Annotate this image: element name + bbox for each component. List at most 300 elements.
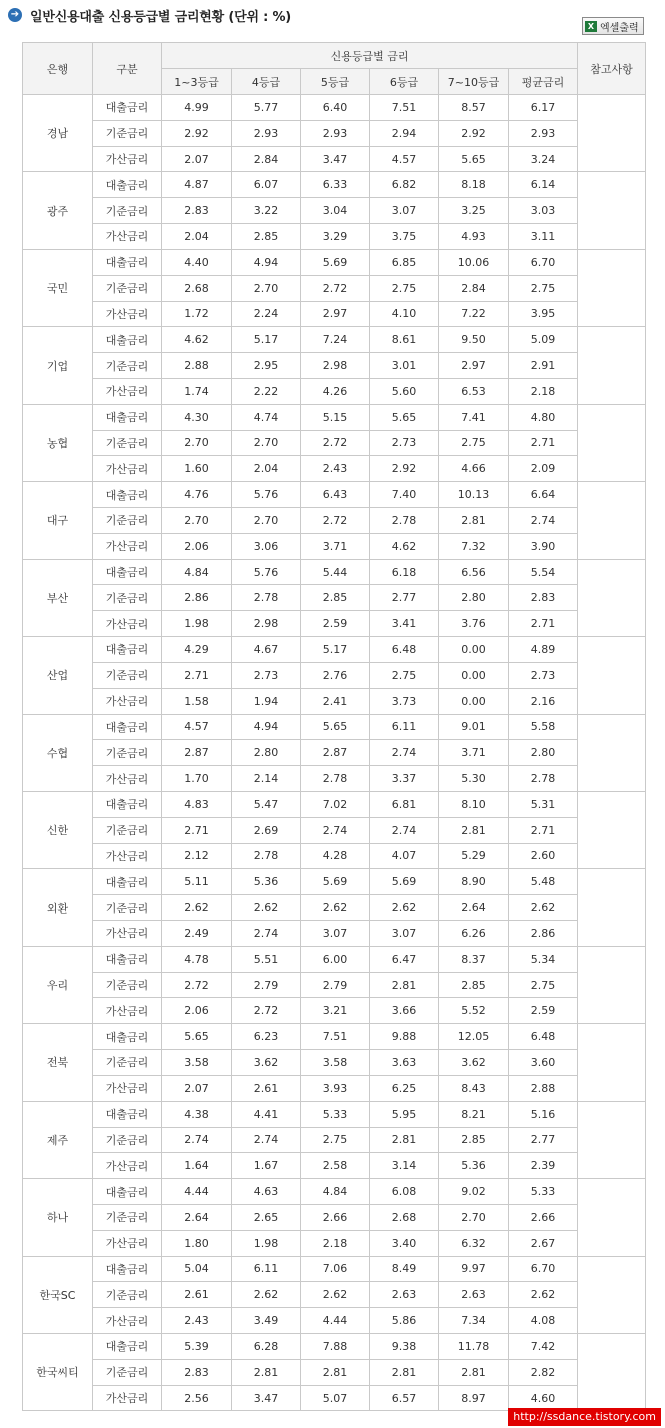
rate-cell: 6.26 (439, 921, 509, 947)
rate-cell: 8.43 (439, 1075, 509, 1101)
rate-cell: 4.38 (162, 1101, 232, 1127)
rate-cell: 6.56 (439, 559, 509, 585)
table-row (23, 301, 646, 327)
rate-cell: 4.87 (162, 172, 232, 198)
rate-cell: 2.12 (162, 843, 232, 869)
rate-cell: 2.91 (509, 353, 578, 379)
rate-cell: 6.32 (439, 1230, 509, 1256)
bank-name: 제주 (23, 1101, 93, 1178)
rate-type-label: 대출금리 (93, 946, 162, 972)
table-row (23, 869, 646, 895)
rate-cell: 2.72 (162, 972, 232, 998)
rate-cell: 2.80 (509, 740, 578, 766)
rate-cell: 2.85 (439, 1127, 509, 1153)
rate-cell: 2.74 (301, 817, 370, 843)
rate-type-label: 대출금리 (93, 714, 162, 740)
rate-cell: 4.74 (232, 404, 301, 430)
note-cell (578, 637, 646, 714)
rate-type-label: 기준금리 (93, 120, 162, 146)
rate-cell: 2.06 (162, 533, 232, 559)
rate-cell: 2.79 (232, 972, 301, 998)
header-grade-5: 5등급 (301, 69, 370, 95)
rate-cell: 3.06 (232, 533, 301, 559)
rate-cell: 5.48 (509, 869, 578, 895)
rate-cell: 3.75 (370, 224, 439, 250)
rate-cell: 3.07 (370, 921, 439, 947)
rate-cell: 2.07 (162, 146, 232, 172)
rate-cell: 2.18 (509, 378, 578, 404)
table-row (23, 378, 646, 404)
table-row (23, 1334, 646, 1360)
rate-cell: 4.26 (301, 378, 370, 404)
table-row (23, 1308, 646, 1334)
note-cell (578, 869, 646, 946)
rate-cell: 3.62 (232, 1050, 301, 1076)
rate-cell: 3.90 (509, 533, 578, 559)
note-cell (578, 559, 646, 636)
header-bank: 은행 (23, 43, 93, 95)
bank-name: 대구 (23, 482, 93, 559)
rate-cell: 7.32 (439, 533, 509, 559)
rate-cell: 9.01 (439, 714, 509, 740)
rate-cell: 3.71 (439, 740, 509, 766)
rate-cell: 2.58 (301, 1153, 370, 1179)
bank-name: 한국SC (23, 1256, 93, 1333)
rate-cell: 4.40 (162, 249, 232, 275)
rate-cell: 5.30 (439, 766, 509, 792)
rate-cell: 2.75 (509, 972, 578, 998)
rate-cell: 3.01 (370, 353, 439, 379)
rate-type-label: 대출금리 (93, 637, 162, 663)
rate-cell: 2.69 (232, 817, 301, 843)
rate-cell: 2.62 (162, 895, 232, 921)
rate-cell: 2.70 (162, 430, 232, 456)
rate-cell: 2.93 (301, 120, 370, 146)
rate-cell: 2.71 (162, 817, 232, 843)
rate-cell: 1.94 (232, 688, 301, 714)
rate-cell: 3.93 (301, 1075, 370, 1101)
rate-type-label: 기준금리 (93, 275, 162, 301)
rate-cell: 2.72 (301, 508, 370, 534)
rate-cell: 2.93 (509, 120, 578, 146)
table-row (23, 275, 646, 301)
rate-cell: 2.65 (232, 1204, 301, 1230)
rate-cell: 6.85 (370, 249, 439, 275)
rate-cell: 3.60 (509, 1050, 578, 1076)
bank-name: 국민 (23, 249, 93, 326)
bank-name: 수협 (23, 714, 93, 791)
rate-type-label: 가산금리 (93, 1385, 162, 1411)
rate-cell: 2.81 (370, 972, 439, 998)
rate-cell: 6.08 (370, 1179, 439, 1205)
rate-cell: 3.22 (232, 198, 301, 224)
table-row (23, 1050, 646, 1076)
rate-cell: 2.59 (301, 611, 370, 637)
rate-cell: 1.72 (162, 301, 232, 327)
rate-cell: 2.16 (509, 688, 578, 714)
rate-type-label: 가산금리 (93, 456, 162, 482)
rate-type-label: 기준금리 (93, 1204, 162, 1230)
rate-cell: 6.53 (439, 378, 509, 404)
bank-name: 한국씨티 (23, 1334, 93, 1411)
rate-cell: 4.83 (162, 791, 232, 817)
bank-name: 외환 (23, 869, 93, 946)
rate-cell: 2.88 (162, 353, 232, 379)
rate-cell: 3.11 (509, 224, 578, 250)
rate-cell: 5.29 (439, 843, 509, 869)
rate-cell: 5.33 (509, 1179, 578, 1205)
bank-name: 신한 (23, 791, 93, 868)
rate-cell: 2.81 (439, 508, 509, 534)
rate-cell: 2.78 (509, 766, 578, 792)
rate-cell: 5.95 (370, 1101, 439, 1127)
rate-cell: 2.75 (439, 430, 509, 456)
rate-cell: 2.70 (232, 275, 301, 301)
rate-type-label: 기준금리 (93, 430, 162, 456)
rate-type-label: 가산금리 (93, 378, 162, 404)
rate-cell: 5.04 (162, 1256, 232, 1282)
rate-cell: 5.15 (301, 404, 370, 430)
rate-cell: 3.66 (370, 998, 439, 1024)
bank-name: 우리 (23, 946, 93, 1023)
rate-cell: 2.80 (232, 740, 301, 766)
rate-cell: 2.63 (370, 1282, 439, 1308)
rate-cell: 8.18 (439, 172, 509, 198)
rate-cell: 3.04 (301, 198, 370, 224)
rate-cell: 8.49 (370, 1256, 439, 1282)
rate-cell: 2.72 (301, 430, 370, 456)
rate-cell: 2.77 (509, 1127, 578, 1153)
table-row (23, 714, 646, 740)
rate-cell: 3.41 (370, 611, 439, 637)
rate-type-label: 대출금리 (93, 327, 162, 353)
rate-cell: 2.60 (509, 843, 578, 869)
rate-type-label: 가산금리 (93, 1230, 162, 1256)
rate-cell: 2.18 (301, 1230, 370, 1256)
rate-cell: 5.17 (232, 327, 301, 353)
rate-cell: 5.60 (370, 378, 439, 404)
arrow-circle-icon: ➔ (8, 8, 22, 22)
rate-cell: 1.70 (162, 766, 232, 792)
rate-cell: 3.37 (370, 766, 439, 792)
rate-type-label: 대출금리 (93, 1101, 162, 1127)
rate-cell: 2.74 (232, 1127, 301, 1153)
rate-cell: 6.81 (370, 791, 439, 817)
rate-cell: 2.86 (509, 921, 578, 947)
rate-cell: 2.77 (370, 585, 439, 611)
rate-cell: 3.73 (370, 688, 439, 714)
rate-cell: 2.24 (232, 301, 301, 327)
table-row (23, 1204, 646, 1230)
table-row (23, 740, 646, 766)
rate-cell: 4.62 (162, 327, 232, 353)
rate-cell: 2.41 (301, 688, 370, 714)
rate-cell: 7.51 (370, 95, 439, 121)
rate-type-label: 대출금리 (93, 249, 162, 275)
table-row (23, 327, 646, 353)
rate-cell: 2.63 (439, 1282, 509, 1308)
rate-cell: 2.64 (439, 895, 509, 921)
rate-cell: 8.37 (439, 946, 509, 972)
rate-cell: 2.71 (509, 817, 578, 843)
note-cell (578, 1256, 646, 1333)
rate-cell: 2.85 (232, 224, 301, 250)
rate-cell: 5.34 (509, 946, 578, 972)
rate-cell: 2.04 (162, 224, 232, 250)
rate-cell: 4.29 (162, 637, 232, 663)
rate-table (22, 42, 646, 1411)
rate-cell: 5.65 (301, 714, 370, 740)
rate-cell: 2.06 (162, 998, 232, 1024)
bank-name: 광주 (23, 172, 93, 249)
rate-cell: 5.52 (439, 998, 509, 1024)
rate-cell: 7.06 (301, 1256, 370, 1282)
rate-cell: 7.88 (301, 1334, 370, 1360)
rate-cell: 5.65 (162, 1024, 232, 1050)
rate-type-label: 대출금리 (93, 559, 162, 585)
rate-cell: 6.43 (301, 482, 370, 508)
rate-cell: 3.47 (301, 146, 370, 172)
table-row (23, 1230, 646, 1256)
rate-cell: 1.60 (162, 456, 232, 482)
table-row (23, 404, 646, 430)
header-grade-7-10: 7~10등급 (439, 69, 509, 95)
rate-type-label: 기준금리 (93, 895, 162, 921)
rate-cell: 8.97 (439, 1385, 509, 1411)
rate-cell: 5.47 (232, 791, 301, 817)
rate-cell: 6.70 (509, 1256, 578, 1282)
rate-cell: 0.00 (439, 688, 509, 714)
rate-cell: 7.51 (301, 1024, 370, 1050)
rate-cell: 2.81 (301, 1359, 370, 1385)
bank-name: 농협 (23, 404, 93, 481)
table-row (23, 249, 646, 275)
table-row (23, 637, 646, 663)
rate-cell: 10.13 (439, 482, 509, 508)
rate-cell: 4.28 (301, 843, 370, 869)
rate-cell: 2.66 (301, 1204, 370, 1230)
rate-cell: 9.88 (370, 1024, 439, 1050)
rate-type-label: 대출금리 (93, 404, 162, 430)
rate-cell: 2.74 (370, 740, 439, 766)
rate-cell: 5.76 (232, 482, 301, 508)
rate-cell: 7.02 (301, 791, 370, 817)
rate-cell: 2.56 (162, 1385, 232, 1411)
rate-cell: 2.75 (301, 1127, 370, 1153)
rate-cell: 5.86 (370, 1308, 439, 1334)
rate-cell: 4.57 (162, 714, 232, 740)
table-row (23, 120, 646, 146)
rate-cell: 4.67 (232, 637, 301, 663)
bank-name: 전북 (23, 1024, 93, 1101)
rate-type-label: 가산금리 (93, 688, 162, 714)
rate-cell: 3.62 (439, 1050, 509, 1076)
rate-cell: 2.83 (509, 585, 578, 611)
rate-cell: 6.57 (370, 1385, 439, 1411)
excel-export-button[interactable] (582, 17, 644, 35)
rate-cell: 4.62 (370, 533, 439, 559)
rate-cell: 1.67 (232, 1153, 301, 1179)
table-row (23, 895, 646, 921)
rate-type-label: 대출금리 (93, 1179, 162, 1205)
rate-cell: 2.78 (232, 843, 301, 869)
rate-cell: 0.00 (439, 662, 509, 688)
rate-cell: 5.36 (232, 869, 301, 895)
rate-cell: 2.62 (301, 895, 370, 921)
rate-type-label: 기준금리 (93, 353, 162, 379)
rate-cell: 5.76 (232, 559, 301, 585)
rate-cell: 3.24 (509, 146, 578, 172)
table-row (23, 843, 646, 869)
rate-cell: 4.94 (232, 249, 301, 275)
rate-cell: 3.03 (509, 198, 578, 224)
table-row (23, 817, 646, 843)
rate-cell: 5.51 (232, 946, 301, 972)
rate-cell: 1.64 (162, 1153, 232, 1179)
rate-cell: 2.86 (162, 585, 232, 611)
rate-type-label: 대출금리 (93, 791, 162, 817)
rate-cell: 2.81 (370, 1359, 439, 1385)
rate-cell: 2.62 (232, 895, 301, 921)
rate-type-label: 기준금리 (93, 1050, 162, 1076)
rate-cell: 2.81 (439, 1359, 509, 1385)
table-row (23, 611, 646, 637)
rate-cell: 2.85 (439, 972, 509, 998)
rate-cell: 2.85 (301, 585, 370, 611)
rate-cell: 5.69 (370, 869, 439, 895)
rate-cell: 5.65 (439, 146, 509, 172)
note-cell (578, 172, 646, 249)
rate-cell: 4.84 (301, 1179, 370, 1205)
rate-cell: 5.09 (509, 327, 578, 353)
rate-cell: 2.79 (301, 972, 370, 998)
note-cell (578, 791, 646, 868)
rate-cell: 2.70 (232, 508, 301, 534)
rate-cell: 2.74 (509, 508, 578, 534)
rate-cell: 5.17 (301, 637, 370, 663)
note-cell (578, 714, 646, 791)
note-cell (578, 404, 646, 481)
rate-cell: 2.66 (509, 1204, 578, 1230)
rate-cell: 2.78 (232, 585, 301, 611)
bank-name: 기업 (23, 327, 93, 404)
rate-cell: 2.81 (439, 817, 509, 843)
rate-cell: 2.72 (301, 275, 370, 301)
rate-cell: 3.58 (301, 1050, 370, 1076)
table-row (23, 1075, 646, 1101)
rate-cell: 2.98 (301, 353, 370, 379)
watermark-url: http://ssdance.tistory.com (508, 1408, 661, 1426)
rate-cell: 8.10 (439, 791, 509, 817)
rate-cell: 2.43 (162, 1308, 232, 1334)
rate-cell: 2.83 (162, 1359, 232, 1385)
note-cell (578, 95, 646, 172)
rate-cell: 2.98 (232, 611, 301, 637)
rate-cell: 3.40 (370, 1230, 439, 1256)
table-row (23, 1359, 646, 1385)
rate-cell: 4.44 (301, 1308, 370, 1334)
rate-type-label: 대출금리 (93, 1256, 162, 1282)
table-row (23, 1153, 646, 1179)
table-row (23, 972, 646, 998)
rate-cell: 9.02 (439, 1179, 509, 1205)
bank-name: 하나 (23, 1179, 93, 1256)
header-grade-group: 신용등급별 금리 (162, 43, 578, 69)
rate-type-label: 가산금리 (93, 224, 162, 250)
rate-cell: 2.67 (509, 1230, 578, 1256)
rate-cell: 2.22 (232, 378, 301, 404)
table-row (23, 224, 646, 250)
rate-cell: 6.28 (232, 1334, 301, 1360)
rate-cell: 2.95 (232, 353, 301, 379)
rate-cell: 2.73 (232, 662, 301, 688)
rate-cell: 2.75 (370, 275, 439, 301)
rate-cell: 6.18 (370, 559, 439, 585)
rate-cell: 3.07 (301, 921, 370, 947)
note-cell (578, 1334, 646, 1411)
table-body (23, 95, 646, 1411)
rate-type-label: 기준금리 (93, 1359, 162, 1385)
rate-type-label: 가산금리 (93, 921, 162, 947)
rate-cell: 6.48 (509, 1024, 578, 1050)
title-bar (8, 4, 291, 26)
rate-cell: 2.73 (370, 430, 439, 456)
rate-cell: 2.71 (162, 662, 232, 688)
table-row (23, 921, 646, 947)
header-average: 평균금리 (509, 69, 578, 95)
table-row (23, 430, 646, 456)
rate-cell: 2.97 (439, 353, 509, 379)
note-cell (578, 1179, 646, 1256)
rate-cell: 6.23 (232, 1024, 301, 1050)
rate-type-label: 대출금리 (93, 869, 162, 895)
rate-cell: 2.92 (439, 120, 509, 146)
rate-cell: 2.39 (509, 1153, 578, 1179)
rate-cell: 4.89 (509, 637, 578, 663)
rate-cell: 6.11 (232, 1256, 301, 1282)
rate-cell: 2.61 (162, 1282, 232, 1308)
rate-cell: 4.84 (162, 559, 232, 585)
rate-cell: 1.58 (162, 688, 232, 714)
rate-cell: 1.80 (162, 1230, 232, 1256)
rate-cell: 5.31 (509, 791, 578, 817)
table-row (23, 1179, 646, 1205)
rate-type-label: 기준금리 (93, 585, 162, 611)
bank-name: 산업 (23, 637, 93, 714)
table-row (23, 998, 646, 1024)
rate-cell: 1.98 (162, 611, 232, 637)
rate-type-label: 가산금리 (93, 843, 162, 869)
rate-cell: 4.10 (370, 301, 439, 327)
table-row (23, 1024, 646, 1050)
rate-type-label: 가산금리 (93, 301, 162, 327)
rate-cell: 3.63 (370, 1050, 439, 1076)
note-cell (578, 249, 646, 326)
rate-cell: 6.70 (509, 249, 578, 275)
rate-cell: 6.33 (301, 172, 370, 198)
rate-cell: 2.72 (232, 998, 301, 1024)
rate-cell: 2.78 (370, 508, 439, 534)
rate-cell: 1.74 (162, 378, 232, 404)
rate-cell: 2.14 (232, 766, 301, 792)
rate-cell: 6.07 (232, 172, 301, 198)
bank-name: 부산 (23, 559, 93, 636)
rate-cell: 8.57 (439, 95, 509, 121)
rate-type-label: 기준금리 (93, 1282, 162, 1308)
rate-cell: 5.58 (509, 714, 578, 740)
table-row (23, 533, 646, 559)
header-grade-4: 4등급 (232, 69, 301, 95)
